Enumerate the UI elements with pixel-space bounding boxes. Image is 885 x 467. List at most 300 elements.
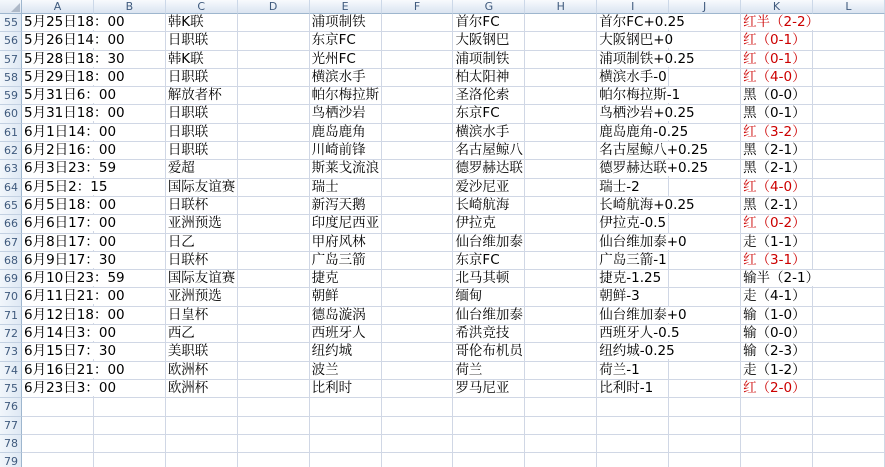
cell-C79[interactable] bbox=[166, 453, 238, 467]
cell-L79[interactable] bbox=[813, 453, 885, 467]
cell-A61[interactable]: 6月1日14：00 bbox=[22, 124, 94, 142]
cell-G74[interactable]: 荷兰 bbox=[453, 362, 525, 380]
column-header-C[interactable]: C bbox=[166, 0, 238, 14]
cell-K71[interactable]: 输（1-0） bbox=[741, 307, 813, 325]
cell-H64[interactable] bbox=[525, 179, 597, 197]
row-header-77[interactable]: 77 bbox=[0, 417, 22, 435]
cell-L63[interactable] bbox=[813, 160, 885, 178]
cell-F62[interactable] bbox=[382, 142, 454, 160]
cell-K67[interactable]: 走（1-1） bbox=[741, 234, 813, 252]
cell-I59[interactable]: 帕尔梅拉斯-1 bbox=[597, 87, 669, 105]
cell-D67[interactable] bbox=[238, 234, 310, 252]
cell-H76[interactable] bbox=[525, 398, 597, 416]
cell-L73[interactable] bbox=[813, 343, 885, 361]
cell-L72[interactable] bbox=[813, 325, 885, 343]
cell-G62[interactable]: 名古屋鲸八 bbox=[453, 142, 525, 160]
cell-K56[interactable]: 红（0-1） bbox=[741, 32, 813, 50]
cell-E77[interactable] bbox=[310, 417, 382, 435]
cell-K68[interactable]: 红（3-1） bbox=[741, 252, 813, 270]
cell-E79[interactable] bbox=[310, 453, 382, 467]
cell-I70[interactable]: 朝鲜-3 bbox=[597, 288, 669, 306]
cell-L67[interactable] bbox=[813, 234, 885, 252]
cell-A65[interactable]: 6月5日18：00 bbox=[22, 197, 94, 215]
cell-J74[interactable] bbox=[669, 362, 741, 380]
cell-L57[interactable] bbox=[813, 51, 885, 69]
cell-J64[interactable] bbox=[669, 179, 741, 197]
cell-L56[interactable] bbox=[813, 32, 885, 50]
cell-D62[interactable] bbox=[238, 142, 310, 160]
cell-C65[interactable]: 日联杯 bbox=[166, 197, 238, 215]
cell-E67[interactable]: 甲府风林 bbox=[310, 234, 382, 252]
cell-C67[interactable]: 日乙 bbox=[166, 234, 238, 252]
cell-D60[interactable] bbox=[238, 105, 310, 123]
row-header-76[interactable]: 76 bbox=[0, 398, 22, 416]
cell-J70[interactable] bbox=[669, 288, 741, 306]
cell-I75[interactable]: 比利时-1 bbox=[597, 380, 669, 398]
cell-G67[interactable]: 仙台维加泰 bbox=[453, 234, 525, 252]
cell-A74[interactable]: 6月16日21：00 bbox=[22, 362, 94, 380]
cell-G79[interactable] bbox=[453, 453, 525, 467]
cell-L59[interactable] bbox=[813, 87, 885, 105]
cell-A56[interactable]: 5月26日14：00 bbox=[22, 32, 94, 50]
column-header-H[interactable]: H bbox=[525, 0, 597, 14]
cell-J56[interactable] bbox=[669, 32, 741, 50]
cell-G60[interactable]: 东京FC bbox=[453, 105, 525, 123]
row-header-61[interactable]: 61 bbox=[0, 124, 22, 142]
cell-G69[interactable]: 北马其顿 bbox=[453, 270, 525, 288]
column-header-B[interactable]: B bbox=[94, 0, 166, 14]
cell-A58[interactable]: 5月29日18：00 bbox=[22, 69, 94, 87]
cell-L65[interactable] bbox=[813, 197, 885, 215]
cell-E60[interactable]: 鸟栖沙岩 bbox=[310, 105, 382, 123]
cell-H71[interactable] bbox=[525, 307, 597, 325]
row-header-70[interactable]: 70 bbox=[0, 288, 22, 306]
cell-J77[interactable] bbox=[669, 417, 741, 435]
cell-C74[interactable]: 欧洲杯 bbox=[166, 362, 238, 380]
cell-I61[interactable]: 鹿岛鹿角-0.25 bbox=[597, 124, 669, 142]
row-header-74[interactable]: 74 bbox=[0, 362, 22, 380]
cell-D78[interactable] bbox=[238, 435, 310, 453]
cell-A60[interactable]: 5月31日18：00 bbox=[22, 105, 94, 123]
cell-E71[interactable]: 德岛漩涡 bbox=[310, 307, 382, 325]
cell-F77[interactable] bbox=[382, 417, 454, 435]
cell-D73[interactable] bbox=[238, 343, 310, 361]
cell-F73[interactable] bbox=[382, 343, 454, 361]
cell-C66[interactable]: 亚洲预选 bbox=[166, 215, 238, 233]
cell-B77[interactable] bbox=[94, 417, 166, 435]
cell-D77[interactable] bbox=[238, 417, 310, 435]
cell-C63[interactable]: 爱超 bbox=[166, 160, 238, 178]
cell-E58[interactable]: 横滨水手 bbox=[310, 69, 382, 87]
cell-A57[interactable]: 5月28日18：30 bbox=[22, 51, 94, 69]
cell-C75[interactable]: 欧洲杯 bbox=[166, 380, 238, 398]
cell-I67[interactable]: 仙台维加泰+0 bbox=[597, 234, 669, 252]
cell-F76[interactable] bbox=[382, 398, 454, 416]
row-header-58[interactable]: 58 bbox=[0, 69, 22, 87]
cell-H56[interactable] bbox=[525, 32, 597, 50]
row-header-57[interactable]: 57 bbox=[0, 51, 22, 69]
cell-C76[interactable] bbox=[166, 398, 238, 416]
cell-F79[interactable] bbox=[382, 453, 454, 467]
cell-H66[interactable] bbox=[525, 215, 597, 233]
cell-E56[interactable]: 东京FC bbox=[310, 32, 382, 50]
row-header-59[interactable]: 59 bbox=[0, 87, 22, 105]
cell-E70[interactable]: 朝鲜 bbox=[310, 288, 382, 306]
cell-F67[interactable] bbox=[382, 234, 454, 252]
select-all-corner[interactable] bbox=[0, 0, 22, 14]
cell-G64[interactable]: 爱沙尼亚 bbox=[453, 179, 525, 197]
cell-I72[interactable]: 西班牙人-0.5 bbox=[597, 325, 669, 343]
cell-B78[interactable] bbox=[94, 435, 166, 453]
cell-I73[interactable]: 纽约城-0.25 bbox=[597, 343, 669, 361]
cell-E68[interactable]: 广岛三箭 bbox=[310, 252, 382, 270]
cell-L75[interactable] bbox=[813, 380, 885, 398]
cell-E72[interactable]: 西班牙人 bbox=[310, 325, 382, 343]
cell-D74[interactable] bbox=[238, 362, 310, 380]
cell-H75[interactable] bbox=[525, 380, 597, 398]
cell-B79[interactable] bbox=[94, 453, 166, 467]
cell-C77[interactable] bbox=[166, 417, 238, 435]
cell-L64[interactable] bbox=[813, 179, 885, 197]
cell-B76[interactable] bbox=[94, 398, 166, 416]
cell-D57[interactable] bbox=[238, 51, 310, 69]
cell-J58[interactable] bbox=[669, 69, 741, 87]
cell-G68[interactable]: 东京FC bbox=[453, 252, 525, 270]
cell-A59[interactable]: 5月31日6：00 bbox=[22, 87, 94, 105]
cell-D56[interactable] bbox=[238, 32, 310, 50]
cell-F60[interactable] bbox=[382, 105, 454, 123]
cell-A71[interactable]: 6月12日18：00 bbox=[22, 307, 94, 325]
row-header-63[interactable]: 63 bbox=[0, 160, 22, 178]
cell-F56[interactable] bbox=[382, 32, 454, 50]
cell-G57[interactable]: 浦项制铁 bbox=[453, 51, 525, 69]
cell-D79[interactable] bbox=[238, 453, 310, 467]
cell-K58[interactable]: 红（4-0） bbox=[741, 69, 813, 87]
cell-A67[interactable]: 6月8日17：00 bbox=[22, 234, 94, 252]
cell-K66[interactable]: 红（0-2） bbox=[741, 215, 813, 233]
cell-E62[interactable]: 川崎前锋 bbox=[310, 142, 382, 160]
cell-L66[interactable] bbox=[813, 215, 885, 233]
cell-D65[interactable] bbox=[238, 197, 310, 215]
cell-C60[interactable]: 日职联 bbox=[166, 105, 238, 123]
cell-D66[interactable] bbox=[238, 215, 310, 233]
cell-K74[interactable]: 走（1-2） bbox=[741, 362, 813, 380]
cell-D61[interactable] bbox=[238, 124, 310, 142]
cell-K64[interactable]: 红（4-0） bbox=[741, 179, 813, 197]
row-header-62[interactable]: 62 bbox=[0, 142, 22, 160]
cell-F57[interactable] bbox=[382, 51, 454, 69]
cell-H77[interactable] bbox=[525, 417, 597, 435]
row-header-71[interactable]: 71 bbox=[0, 307, 22, 325]
cell-C71[interactable]: 日皇杯 bbox=[166, 307, 238, 325]
cell-I66[interactable]: 伊拉克-0.5 bbox=[597, 215, 669, 233]
cell-F69[interactable] bbox=[382, 270, 454, 288]
cell-G75[interactable]: 罗马尼亚 bbox=[453, 380, 525, 398]
cell-L62[interactable] bbox=[813, 142, 885, 160]
cell-K57[interactable]: 红（0-1） bbox=[741, 51, 813, 69]
cell-H62[interactable] bbox=[525, 142, 597, 160]
cell-E59[interactable]: 帕尔梅拉斯 bbox=[310, 87, 382, 105]
cell-L60[interactable] bbox=[813, 105, 885, 123]
cell-L58[interactable] bbox=[813, 69, 885, 87]
cell-C72[interactable]: 西乙 bbox=[166, 325, 238, 343]
cell-D69[interactable] bbox=[238, 270, 310, 288]
cell-G70[interactable]: 缅甸 bbox=[453, 288, 525, 306]
cell-F75[interactable] bbox=[382, 380, 454, 398]
cell-I79[interactable] bbox=[597, 453, 669, 467]
cell-C58[interactable]: 日职联 bbox=[166, 69, 238, 87]
cell-L61[interactable] bbox=[813, 124, 885, 142]
cell-G76[interactable] bbox=[453, 398, 525, 416]
cell-I64[interactable]: 瑞士-2 bbox=[597, 179, 669, 197]
cell-C64[interactable]: 国际友谊赛 bbox=[166, 179, 238, 197]
cell-C73[interactable]: 美职联 bbox=[166, 343, 238, 361]
cell-E78[interactable] bbox=[310, 435, 382, 453]
cell-H79[interactable] bbox=[525, 453, 597, 467]
cell-K77[interactable] bbox=[741, 417, 813, 435]
cell-H70[interactable] bbox=[525, 288, 597, 306]
cell-I57[interactable]: 浦项制铁+0.25 bbox=[597, 51, 669, 69]
cell-A63[interactable]: 6月3日23：59 bbox=[22, 160, 94, 178]
cell-C61[interactable]: 日职联 bbox=[166, 124, 238, 142]
row-header-72[interactable]: 72 bbox=[0, 325, 22, 343]
cell-G71[interactable]: 仙台维加泰 bbox=[453, 307, 525, 325]
cell-G65[interactable]: 长崎航海 bbox=[453, 197, 525, 215]
cell-K79[interactable] bbox=[741, 453, 813, 467]
cell-H55[interactable] bbox=[525, 14, 597, 32]
cell-D70[interactable] bbox=[238, 288, 310, 306]
cell-G63[interactable]: 德罗赫达联 bbox=[453, 160, 525, 178]
cell-C55[interactable]: 韩K联 bbox=[166, 14, 238, 32]
cell-G58[interactable]: 柏太阳神 bbox=[453, 69, 525, 87]
cell-F59[interactable] bbox=[382, 87, 454, 105]
cell-E73[interactable]: 纽约城 bbox=[310, 343, 382, 361]
cell-A78[interactable] bbox=[22, 435, 94, 453]
cell-E76[interactable] bbox=[310, 398, 382, 416]
cell-A72[interactable]: 6月14日3：00 bbox=[22, 325, 94, 343]
cell-K60[interactable]: 黑（0-1） bbox=[741, 105, 813, 123]
cell-J78[interactable] bbox=[669, 435, 741, 453]
cell-I74[interactable]: 荷兰-1 bbox=[597, 362, 669, 380]
cell-I77[interactable] bbox=[597, 417, 669, 435]
cell-I58[interactable]: 横滨水手-0 bbox=[597, 69, 669, 87]
cell-J79[interactable] bbox=[669, 453, 741, 467]
cell-I65[interactable]: 长崎航海+0.25 bbox=[597, 197, 669, 215]
cell-K65[interactable]: 黑（2-1） bbox=[741, 197, 813, 215]
cell-H57[interactable] bbox=[525, 51, 597, 69]
cell-D68[interactable] bbox=[238, 252, 310, 270]
cell-J69[interactable] bbox=[669, 270, 741, 288]
cell-H61[interactable] bbox=[525, 124, 597, 142]
cell-H60[interactable] bbox=[525, 105, 597, 123]
row-header-60[interactable]: 60 bbox=[0, 105, 22, 123]
cell-L77[interactable] bbox=[813, 417, 885, 435]
cell-K55[interactable]: 红半（2-2） bbox=[741, 14, 813, 32]
cell-I63[interactable]: 德罗赫达联+0.25 bbox=[597, 160, 669, 178]
cell-A62[interactable]: 6月2日16：00 bbox=[22, 142, 94, 160]
column-header-G[interactable]: G bbox=[453, 0, 525, 14]
cell-A69[interactable]: 6月10日23：59 bbox=[22, 270, 94, 288]
column-header-F[interactable]: F bbox=[382, 0, 454, 14]
cell-A75[interactable]: 6月23日3：00 bbox=[22, 380, 94, 398]
cell-K73[interactable]: 输（2-3） bbox=[741, 343, 813, 361]
cell-I56[interactable]: 大阪钢巴+0 bbox=[597, 32, 669, 50]
cell-G77[interactable] bbox=[453, 417, 525, 435]
cell-K72[interactable]: 输（0-0） bbox=[741, 325, 813, 343]
cell-G55[interactable]: 首尔FC bbox=[453, 14, 525, 32]
cell-H65[interactable] bbox=[525, 197, 597, 215]
cell-F78[interactable] bbox=[382, 435, 454, 453]
cell-A64[interactable]: 6月5日2：15 bbox=[22, 179, 94, 197]
row-header-78[interactable]: 78 bbox=[0, 435, 22, 453]
row-header-56[interactable]: 56 bbox=[0, 32, 22, 50]
cell-A76[interactable] bbox=[22, 398, 94, 416]
cell-J66[interactable] bbox=[669, 215, 741, 233]
cell-E64[interactable]: 瑞士 bbox=[310, 179, 382, 197]
cell-K61[interactable]: 红（3-2） bbox=[741, 124, 813, 142]
column-header-L[interactable]: L bbox=[813, 0, 885, 14]
row-header-73[interactable]: 73 bbox=[0, 343, 22, 361]
cell-H68[interactable] bbox=[525, 252, 597, 270]
row-header-67[interactable]: 67 bbox=[0, 234, 22, 252]
cell-C68[interactable]: 日联杯 bbox=[166, 252, 238, 270]
cell-G61[interactable]: 横滨水手 bbox=[453, 124, 525, 142]
cell-E57[interactable]: 光州FC bbox=[310, 51, 382, 69]
cell-I60[interactable]: 鸟栖沙岩+0.25 bbox=[597, 105, 669, 123]
cell-C62[interactable]: 日职联 bbox=[166, 142, 238, 160]
cell-A79[interactable] bbox=[22, 453, 94, 467]
cell-C59[interactable]: 解放者杯 bbox=[166, 87, 238, 105]
cell-H74[interactable] bbox=[525, 362, 597, 380]
cell-A70[interactable]: 6月11日21：00 bbox=[22, 288, 94, 306]
cell-C57[interactable]: 韩K联 bbox=[166, 51, 238, 69]
cell-C70[interactable]: 亚洲预选 bbox=[166, 288, 238, 306]
cell-E75[interactable]: 比利时 bbox=[310, 380, 382, 398]
cell-H58[interactable] bbox=[525, 69, 597, 87]
cell-L71[interactable] bbox=[813, 307, 885, 325]
cell-G73[interactable]: 哥伦布机员 bbox=[453, 343, 525, 361]
column-header-I[interactable]: I bbox=[597, 0, 669, 14]
cell-F68[interactable] bbox=[382, 252, 454, 270]
cell-J76[interactable] bbox=[669, 398, 741, 416]
cell-E65[interactable]: 新泻天鹅 bbox=[310, 197, 382, 215]
cell-J68[interactable] bbox=[669, 252, 741, 270]
cell-H78[interactable] bbox=[525, 435, 597, 453]
cell-H73[interactable] bbox=[525, 343, 597, 361]
cell-E74[interactable]: 波兰 bbox=[310, 362, 382, 380]
cell-I78[interactable] bbox=[597, 435, 669, 453]
cell-I68[interactable]: 广岛三箭-1 bbox=[597, 252, 669, 270]
cell-G78[interactable] bbox=[453, 435, 525, 453]
column-header-E[interactable]: E bbox=[310, 0, 382, 14]
cell-D76[interactable] bbox=[238, 398, 310, 416]
cell-D58[interactable] bbox=[238, 69, 310, 87]
column-header-J[interactable]: J bbox=[669, 0, 741, 14]
cell-F63[interactable] bbox=[382, 160, 454, 178]
cell-F65[interactable] bbox=[382, 197, 454, 215]
cell-K78[interactable] bbox=[741, 435, 813, 453]
cell-F71[interactable] bbox=[382, 307, 454, 325]
row-header-64[interactable]: 64 bbox=[0, 179, 22, 197]
cell-F66[interactable] bbox=[382, 215, 454, 233]
cell-A73[interactable]: 6月15日7：30 bbox=[22, 343, 94, 361]
cell-C56[interactable]: 日职联 bbox=[166, 32, 238, 50]
cell-G72[interactable]: 希洪竞技 bbox=[453, 325, 525, 343]
cell-F61[interactable] bbox=[382, 124, 454, 142]
cell-K69[interactable]: 输半（2-1） bbox=[741, 270, 813, 288]
cell-E61[interactable]: 鹿岛鹿角 bbox=[310, 124, 382, 142]
cell-L78[interactable] bbox=[813, 435, 885, 453]
row-header-75[interactable]: 75 bbox=[0, 380, 22, 398]
cell-H63[interactable] bbox=[525, 160, 597, 178]
row-header-66[interactable]: 66 bbox=[0, 215, 22, 233]
cell-I55[interactable]: 首尔FC+0.25 bbox=[597, 14, 669, 32]
cell-C69[interactable]: 国际友谊赛 bbox=[166, 270, 238, 288]
cell-D75[interactable] bbox=[238, 380, 310, 398]
cell-E63[interactable]: 斯莱戈流浪 bbox=[310, 160, 382, 178]
cell-F72[interactable] bbox=[382, 325, 454, 343]
cell-A66[interactable]: 6月6日17：00 bbox=[22, 215, 94, 233]
cell-H59[interactable] bbox=[525, 87, 597, 105]
cell-D71[interactable] bbox=[238, 307, 310, 325]
cell-L55[interactable] bbox=[813, 14, 885, 32]
cell-E66[interactable]: 印度尼西亚 bbox=[310, 215, 382, 233]
cell-K62[interactable]: 黑（2-1） bbox=[741, 142, 813, 160]
row-header-68[interactable]: 68 bbox=[0, 252, 22, 270]
cell-F70[interactable] bbox=[382, 288, 454, 306]
cell-D55[interactable] bbox=[238, 14, 310, 32]
cell-D72[interactable] bbox=[238, 325, 310, 343]
cell-E69[interactable]: 捷克 bbox=[310, 270, 382, 288]
cell-A55[interactable]: 5月25日18：00 bbox=[22, 14, 94, 32]
cell-K75[interactable]: 红（2-0） bbox=[741, 380, 813, 398]
cell-K70[interactable]: 走（4-1） bbox=[741, 288, 813, 306]
cell-I71[interactable]: 仙台维加泰+0 bbox=[597, 307, 669, 325]
cell-G56[interactable]: 大阪钢巴 bbox=[453, 32, 525, 50]
cell-K63[interactable]: 黑（2-1） bbox=[741, 160, 813, 178]
cell-G59[interactable]: 圣洛伦索 bbox=[453, 87, 525, 105]
cell-H69[interactable] bbox=[525, 270, 597, 288]
cell-D59[interactable] bbox=[238, 87, 310, 105]
cell-A77[interactable] bbox=[22, 417, 94, 435]
cell-L68[interactable] bbox=[813, 252, 885, 270]
row-header-79[interactable]: 79 bbox=[0, 453, 22, 467]
cell-I76[interactable] bbox=[597, 398, 669, 416]
cell-I62[interactable]: 名古屋鲸八+0.25 bbox=[597, 142, 669, 160]
cell-E55[interactable]: 浦项制铁 bbox=[310, 14, 382, 32]
cell-F64[interactable] bbox=[382, 179, 454, 197]
cell-K76[interactable] bbox=[741, 398, 813, 416]
row-header-65[interactable]: 65 bbox=[0, 197, 22, 215]
row-header-55[interactable]: 55 bbox=[0, 14, 22, 32]
cell-D63[interactable] bbox=[238, 160, 310, 178]
cell-H72[interactable] bbox=[525, 325, 597, 343]
cell-I69[interactable]: 捷克-1.25 bbox=[597, 270, 669, 288]
cell-H67[interactable] bbox=[525, 234, 597, 252]
cell-K59[interactable]: 黑（0-0） bbox=[741, 87, 813, 105]
cell-L76[interactable] bbox=[813, 398, 885, 416]
cell-L69[interactable] bbox=[813, 270, 885, 288]
cell-F55[interactable] bbox=[382, 14, 454, 32]
cell-A68[interactable]: 6月9日17：30 bbox=[22, 252, 94, 270]
cell-F58[interactable] bbox=[382, 69, 454, 87]
column-header-D[interactable]: D bbox=[238, 0, 310, 14]
cell-C78[interactable] bbox=[166, 435, 238, 453]
column-header-K[interactable]: K bbox=[741, 0, 813, 14]
cell-J75[interactable] bbox=[669, 380, 741, 398]
cell-F74[interactable] bbox=[382, 362, 454, 380]
cell-D64[interactable] bbox=[238, 179, 310, 197]
